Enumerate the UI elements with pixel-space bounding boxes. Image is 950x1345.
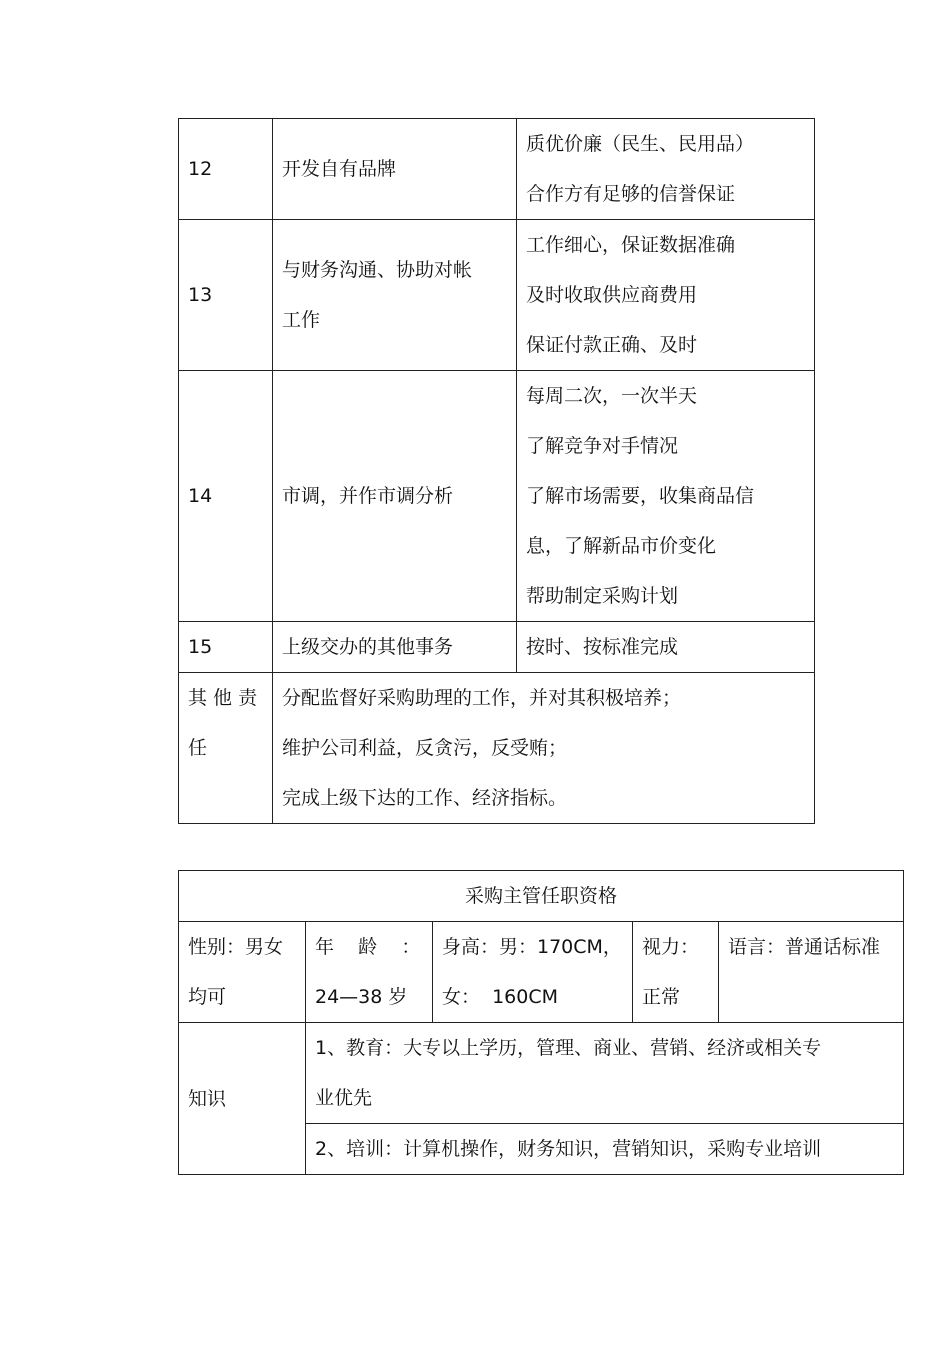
knowledge-item: 1、教育：大专以上学历，管理、商业、营销、经济或相关专 业优先 bbox=[306, 1023, 904, 1124]
row-number: 14 bbox=[179, 371, 273, 622]
row-number: 13 bbox=[179, 220, 273, 371]
standard-cell: 按时、按标准完成 bbox=[517, 622, 815, 673]
height-cell: 身高：男：170CM， 女： 160CM bbox=[433, 922, 633, 1023]
table-title-row bbox=[179, 871, 904, 922]
duties-table bbox=[178, 118, 815, 824]
table-row bbox=[179, 119, 815, 220]
knowledge-row bbox=[179, 1023, 904, 1124]
row-number: 12 bbox=[179, 119, 273, 220]
standard-cell: 工作细心，保证数据准确 及时收取供应商费用 保证付款正确、及时 bbox=[517, 220, 815, 371]
table-title: 采购主管任职资格 bbox=[179, 871, 904, 922]
qualification-table bbox=[178, 870, 904, 1175]
other-responsibilities-row bbox=[179, 673, 815, 824]
table-row bbox=[179, 622, 815, 673]
other-items: 分配监督好采购助理的工作，并对其积极培养； 维护公司利益，反贪污，反受贿； 完成上级下达的工作、经济指标。 bbox=[273, 673, 815, 824]
task-cell: 开发自有品牌 bbox=[273, 119, 517, 220]
table-row bbox=[179, 220, 815, 371]
gender-cell: 性别：男女 均可 bbox=[179, 922, 306, 1023]
language-cell: 语言：普通话标准 bbox=[719, 922, 904, 1023]
basic-info-row bbox=[179, 922, 904, 1023]
task-cell: 市调，并作市调分析 bbox=[273, 371, 517, 622]
standard-cell: 质优价廉（民生、民用品） 合作方有足够的信誉保证 bbox=[517, 119, 815, 220]
table-row bbox=[179, 371, 815, 622]
row-number: 15 bbox=[179, 622, 273, 673]
vision-cell: 视力： 正常 bbox=[633, 922, 719, 1023]
standard-cell: 每周二次，一次半天 了解竞争对手情况 了解市场需要，收集商品信 息，了解新品市价变化 帮助制定采购计划 bbox=[517, 371, 815, 622]
knowledge-label: 知识 bbox=[179, 1023, 306, 1175]
task-cell: 与财务沟通、协助对帐 工作 bbox=[273, 220, 517, 371]
age-cell: 年 龄 ： 24—38 岁 bbox=[306, 922, 433, 1023]
task-cell: 上级交办的其他事务 bbox=[273, 622, 517, 673]
knowledge-item: 2、培训：计算机操作，财务知识，营销知识，采购专业培训 bbox=[306, 1124, 904, 1175]
other-label: 其 他 责 任 bbox=[179, 673, 273, 824]
